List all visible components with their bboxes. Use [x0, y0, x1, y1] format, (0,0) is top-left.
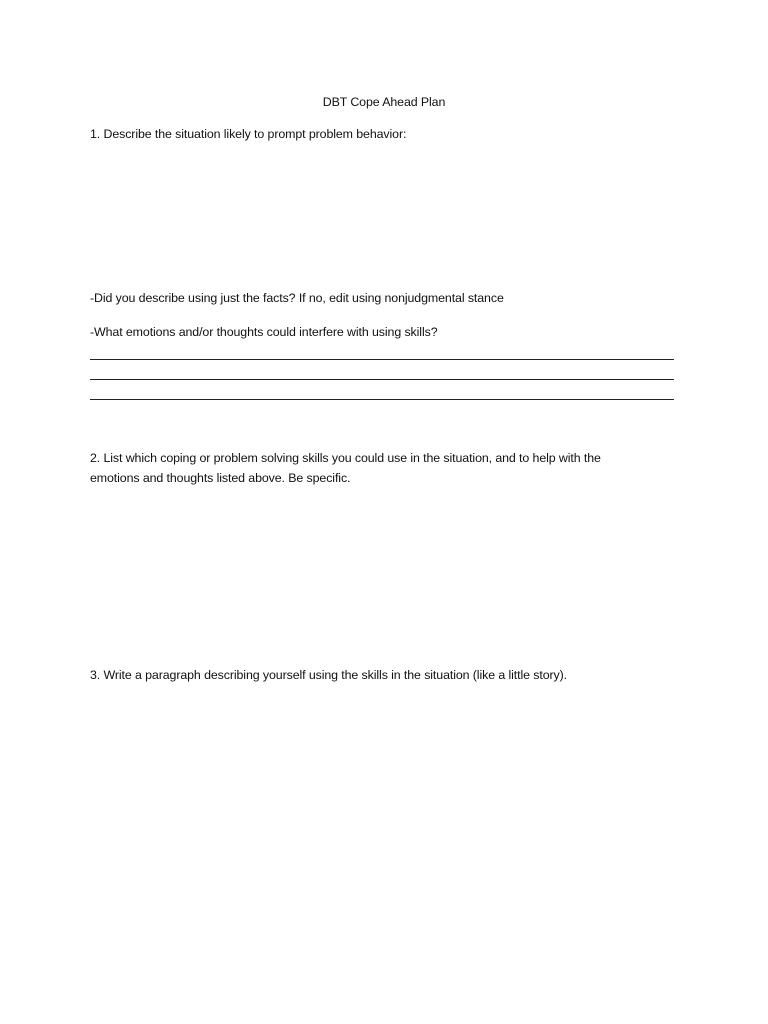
question-2-line-1: 2. List which coping or problem solving skills you could use in the situation, and to help with the [90, 451, 601, 465]
facts-check-prompt: -Did you describe using just the facts? If no, edit using nonjudgmental stance [90, 291, 504, 305]
question-2-prompt [90, 448, 650, 488]
answer-line-1 [90, 359, 674, 360]
question-2-line-2: emotions and thoughts listed above. Be specific. [90, 471, 351, 485]
page-title: DBT Cope Ahead Plan [322, 95, 446, 109]
answer-line-3 [90, 399, 674, 400]
emotions-check-prompt: -What emotions and/or thoughts could interfere with using skills? [90, 325, 438, 339]
question-1-prompt: 1. Describe the situation likely to prompt problem behavior: [90, 127, 407, 141]
question-3-prompt: 3. Write a paragraph describing yourself using the skills in the situation (like a little story). [90, 668, 567, 682]
answer-line-2 [90, 379, 674, 380]
